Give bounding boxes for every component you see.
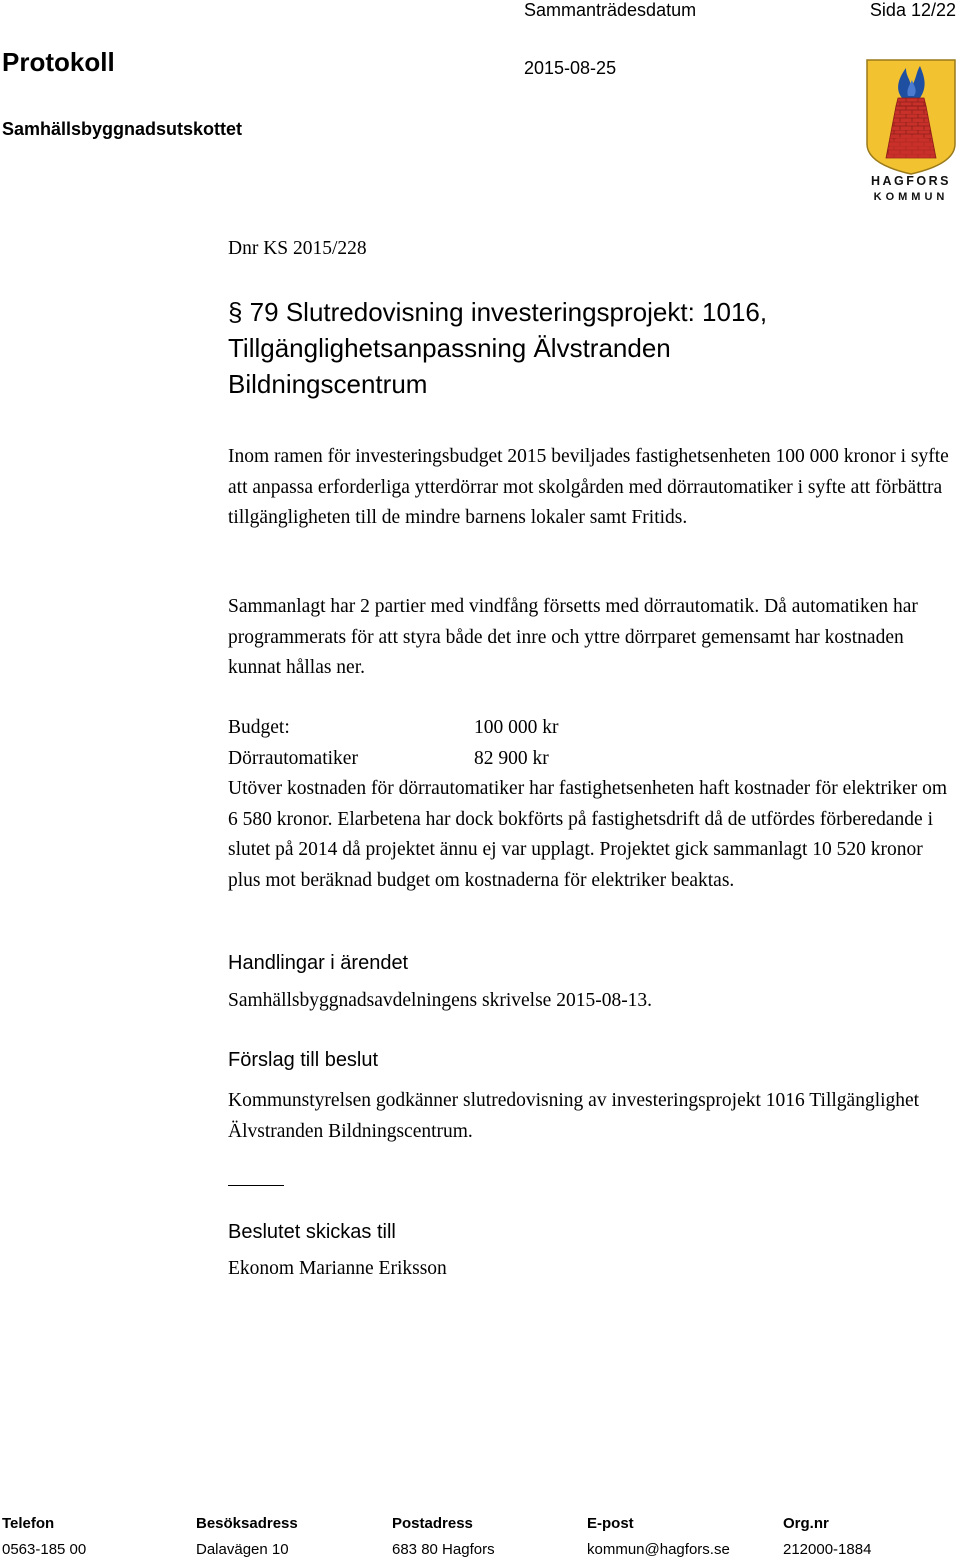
case-heading-line: Tillgänglighetsanpassning Älvstranden [228,333,671,363]
footer-label: E-post [587,1515,634,1532]
footer-label: Telefon [2,1515,55,1532]
budget-row [228,744,559,775]
footer-label: Besöksadress [196,1515,298,1532]
budget-row [228,713,559,744]
footer-value: 212000-1884 [783,1541,872,1558]
budget-label: Dörrautomatiker [228,747,358,769]
footer-value: 683 80 Hagfors [392,1541,495,1558]
handlingar-text: Samhällsbyggnadsavdelningens skrivelse 2015-08-13. [228,990,653,1011]
committee-name: Samhällsbyggnadsutskottet [2,119,243,139]
hagfors-kommun-logo [864,58,958,204]
body-paragraph: Utöver kostnaden för dörrautomatiker har fastighetsenheten haft kostnader för elektriker om 6 580 kronor. Elarbetena har dock bokförts på fastighetsdrift då de utfördes förberedande i slutet på 2014 då projektet ännu ej var upplagt. Projektet gick sammanlagt 10 520 kronor plus mot beräknad budget om kostnaderna för elektriker beaktas. [228,778,948,891]
footer-postadress [392,1511,495,1563]
case-heading-line: § 79 Slutredovisning investeringsprojekt: 1016, [228,297,768,327]
budget-value: 82 900 kr [474,747,549,769]
footer-label: Postadress [392,1515,473,1532]
section-heading-skickas: Beslutet skickas till [228,1221,396,1243]
hagfors-kommun-logo-icon [864,58,958,204]
document-title: Protokoll [2,47,115,77]
svg-text:HAGFORS: HAGFORS [871,174,951,188]
budget-table [228,713,559,774]
forslag-text: Kommunstyrelsen godkänner slutredovisning av investeringsprojekt 1016 Tillgänglighet Älvstranden Bildningscentrum. [228,1090,920,1142]
section-heading-forslag: Förslag till beslut [228,1049,379,1071]
skickas-text: Ekonom Marianne Eriksson [228,1258,447,1279]
page-number: Sida 12/22 [869,0,956,20]
body-paragraph: Sammanlagt har 2 partier med vindfång försetts med dörrautomatik. Då automatiken har programmerats för att styra både det inre och yttre dörrparet gemensamt har kostnaden kunnat hållas ner. [228,596,918,678]
footer-telefon [2,1511,86,1563]
footer-epost [587,1511,730,1563]
case-number: Dnr KS 2015/228 [228,238,367,259]
footer-value: Dalavägen 10 [196,1541,289,1558]
footer-value: 0563-185 00 [2,1541,87,1558]
footer-besoksadress [196,1511,298,1563]
case-heading [228,294,928,402]
footer-orgnr [783,1511,871,1563]
case-heading-line: Bildningscentrum [228,369,428,399]
meeting-date-label: Sammanträdesdatum [524,0,697,20]
section-divider [228,1185,284,1186]
budget-value: 100 000 kr [474,717,559,738]
meeting-date: 2015-08-25 [524,58,617,78]
budget-label: Budget: [228,717,290,738]
footer-value: kommun@hagfors.se [587,1541,730,1558]
section-heading-handlingar: Handlingar i ärendet [228,952,409,974]
svg-text:KOMMUN: KOMMUN [873,191,949,203]
footer-label: Org.nr [783,1515,829,1532]
body-paragraph: Inom ramen för investeringsbudget 2015 beviljades fastighetsenheten 100 000 kronor i syfte att anpassa erforderliga ytterdörrar mot skolgården med dörrautomatiker i syfte att förbättra tillgängligheten till de mindre barnens lokaler samt Fritids. [228,446,949,528]
